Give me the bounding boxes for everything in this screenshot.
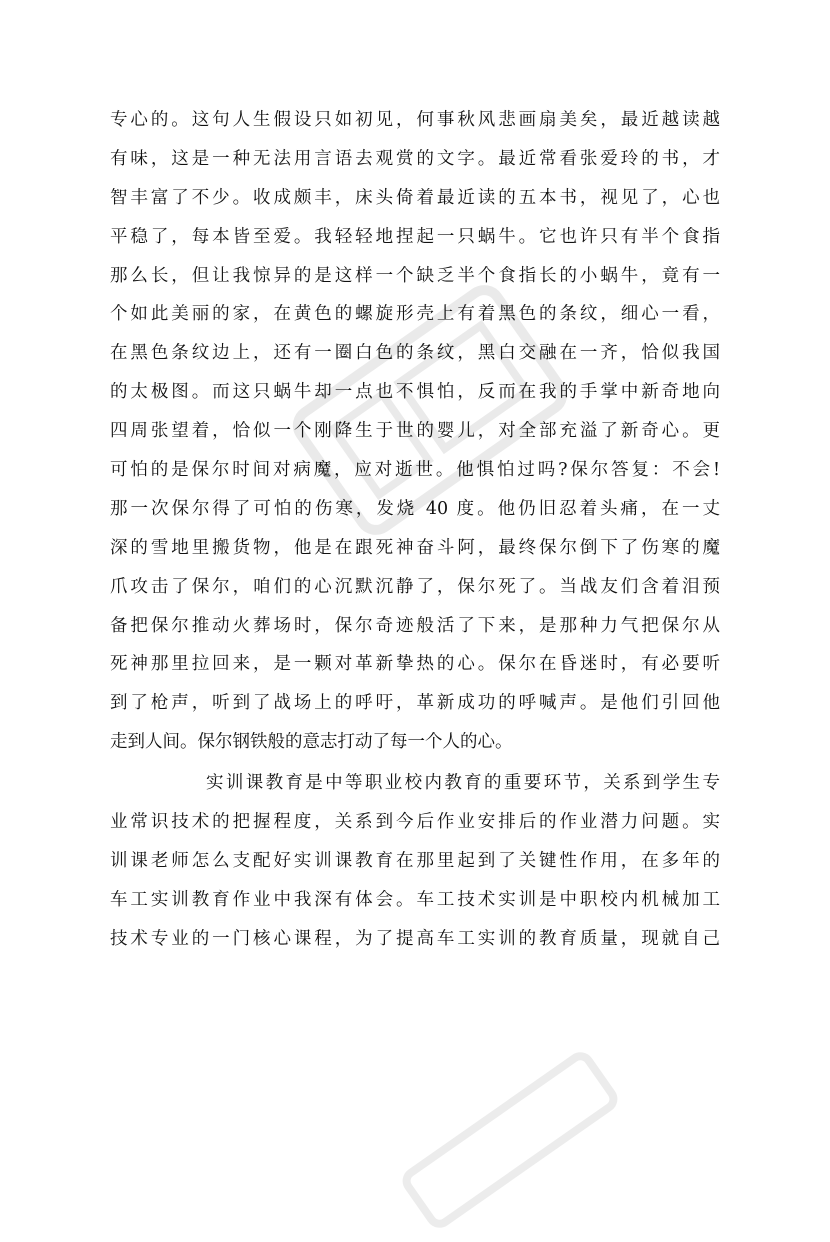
text-line: 走到人间。保尔钢铁般的意志打动了每一个人的心。 bbox=[110, 732, 513, 753]
text-line: 训课老师怎么支配好实训课教育在那里起到了关键性作用，在多年的 bbox=[110, 850, 720, 871]
text-line: 深的雪地里搬货物，他是在跟死神奋斗阿，最终保尔倒下了伤寒的魔 bbox=[110, 537, 720, 558]
text-line: 智丰富了不少。收成颇丰，床头倚着最近读的五本书，视见了，心也 bbox=[110, 187, 720, 208]
text-line: 备把保尔推动火葬场时，保尔奇迹般活了下来，是那种力气把保尔从 bbox=[110, 615, 720, 636]
text-line: 那一次保尔得了可怕的伤寒，发烧 40 度。他仍旧忍着头痛，在一丈 bbox=[110, 498, 720, 519]
text-line: 车工实训教育作业中我深有体会。车工技术实训是中职校内机械加工 bbox=[110, 889, 720, 910]
document-body bbox=[110, 101, 720, 959]
text-line: 的太极图。而这只蜗牛却一点也不惧怕，反而在我的手掌中新奇地向 bbox=[110, 382, 720, 403]
text-line: 死神那里拉回来，是一颗对革新挚热的心。保尔在昏迷时，有必要听 bbox=[110, 654, 720, 675]
text-line: 四周张望着，恰似一个刚降生于世的婴儿，对全部充溢了新奇心。更 bbox=[110, 421, 720, 442]
text-line: 有味，这是一种无法用言语去观赏的文字。最近常看张爱玲的书，才 bbox=[110, 148, 720, 169]
paragraph-2 bbox=[110, 764, 720, 958]
paragraph-1 bbox=[110, 101, 720, 762]
watermark-logo-bottom bbox=[389, 1038, 631, 1241]
text-line: 爪攻击了保尔，咱们的心沉默沉静了，保尔死了。当战友们含着泪预 bbox=[110, 576, 720, 597]
text-line: 专心的。这句人生假设只如初见，何事秋风悲画扇美矣，最近越读越 bbox=[110, 110, 720, 130]
text-line: 实训课教育是中等职业校内教育的重要环节，关系到学生专 bbox=[206, 773, 720, 794]
text-line: 个如此美丽的家，在黄色的螺旋形壳上有着黑色的条纹，细心一看， bbox=[110, 304, 720, 325]
text-line: 那么长，但让我惊异的是这样一个缺乏半个食指长的小蜗牛，竟有一 bbox=[110, 265, 720, 286]
text-line: 平稳了，每本皆至爱。我轻轻地捏起一只蜗牛。它也许只有半个食指 bbox=[110, 226, 720, 247]
text-line: 业常识技术的把握程度，关系到今后作业安排后的作业潜力问题。实 bbox=[110, 812, 720, 833]
text-line: 在黑色条纹边上，还有一圈白色的条纹，黑白交融在一齐，恰似我国 bbox=[110, 343, 720, 364]
text-line: 可怕的是保尔时间对病魔，应对逝世。他惧怕过吗?保尔答复：不会! bbox=[110, 460, 720, 481]
text-line: 到了枪声，听到了战场上的呼吁，革新成功的呼喊声。是他们引回他 bbox=[110, 693, 720, 714]
text-line: 技术专业的一门核心课程，为了提高车工实训的教育质量，现就自己 bbox=[110, 928, 720, 949]
